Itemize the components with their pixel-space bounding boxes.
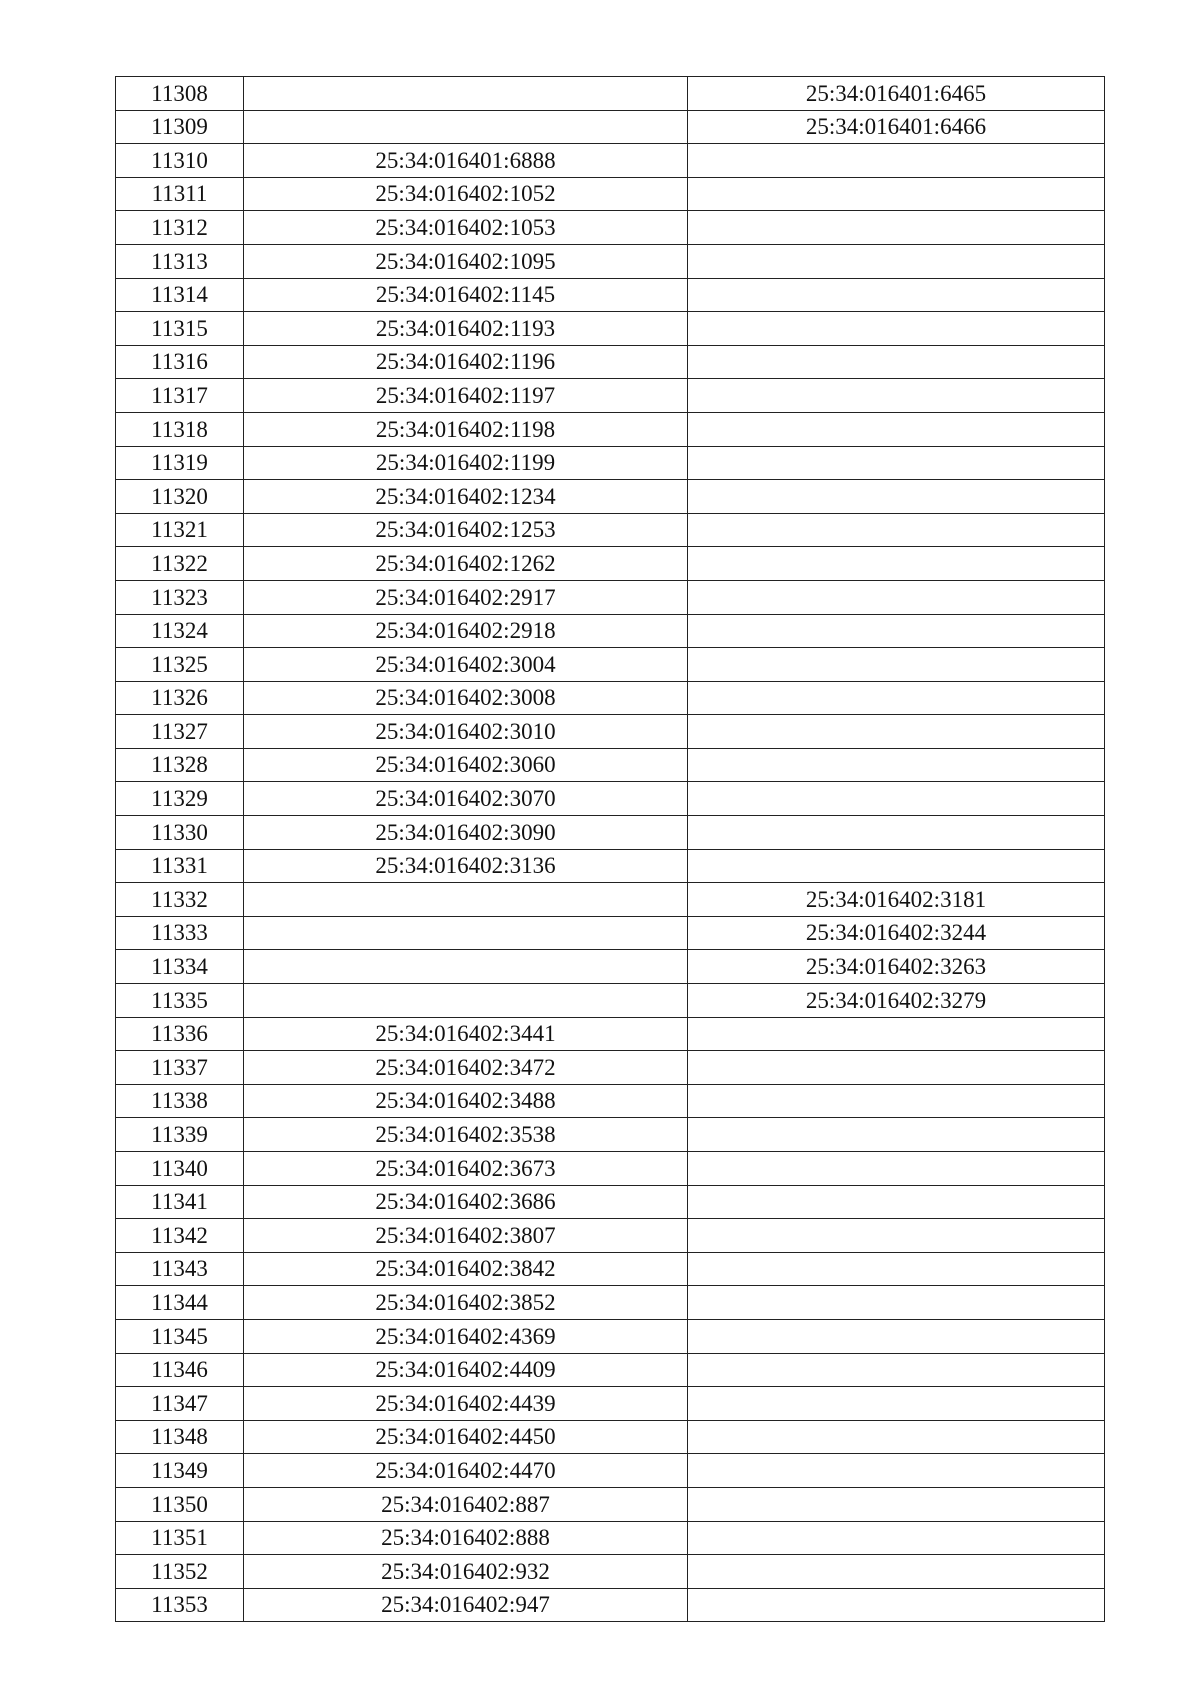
table-row xyxy=(116,244,1105,278)
cadastral-number-alt-cell xyxy=(688,379,1105,413)
cadastral-number-alt-cell xyxy=(688,1487,1105,1521)
cadastral-number-cell: 25:34:016402:3807 xyxy=(244,1219,688,1253)
row-number-cell: 11342 xyxy=(116,1219,244,1253)
row-number-cell: 11347 xyxy=(116,1387,244,1421)
table-row xyxy=(116,614,1105,648)
cadastral-number-cell: 25:34:016402:3136 xyxy=(244,849,688,883)
row-number-cell: 11330 xyxy=(116,816,244,850)
row-number-cell: 11315 xyxy=(116,312,244,346)
cadastral-number-alt-cell xyxy=(688,748,1105,782)
cadastral-number-cell: 25:34:016402:888 xyxy=(244,1521,688,1555)
row-number-cell: 11333 xyxy=(116,916,244,950)
table-row xyxy=(116,648,1105,682)
table-row xyxy=(116,1252,1105,1286)
row-number-cell: 11335 xyxy=(116,984,244,1018)
cadastral-number-cell xyxy=(244,916,688,950)
cadastral-number-cell: 25:34:016402:1198 xyxy=(244,412,688,446)
table-row xyxy=(116,480,1105,514)
cadastral-number-cell: 25:34:016402:3852 xyxy=(244,1286,688,1320)
table-row xyxy=(116,1588,1105,1622)
cadastral-number-cell: 25:34:016402:3060 xyxy=(244,748,688,782)
row-number-cell: 11323 xyxy=(116,580,244,614)
row-number-cell: 11311 xyxy=(116,177,244,211)
table-row xyxy=(116,211,1105,245)
cadastral-number-cell xyxy=(244,110,688,144)
table-row xyxy=(116,177,1105,211)
cadastral-number-cell: 25:34:016402:1253 xyxy=(244,513,688,547)
row-number-cell: 11317 xyxy=(116,379,244,413)
row-number-cell: 11314 xyxy=(116,278,244,312)
cadastral-number-cell: 25:34:016402:3538 xyxy=(244,1118,688,1152)
row-number-cell: 11339 xyxy=(116,1118,244,1152)
cadastral-number-cell: 25:34:016402:4409 xyxy=(244,1353,688,1387)
table-row xyxy=(116,748,1105,782)
cadastral-number-cell: 25:34:016402:1196 xyxy=(244,345,688,379)
row-number-cell: 11328 xyxy=(116,748,244,782)
cadastral-number-cell: 25:34:016402:3070 xyxy=(244,782,688,816)
table-row xyxy=(116,849,1105,883)
cadastral-number-cell: 25:34:016402:1052 xyxy=(244,177,688,211)
cadastral-number-alt-cell xyxy=(688,1185,1105,1219)
cadastral-number-cell: 25:34:016402:887 xyxy=(244,1487,688,1521)
table-row xyxy=(116,681,1105,715)
cadastral-number-alt-cell xyxy=(688,1420,1105,1454)
cadastral-number-cell: 25:34:016402:932 xyxy=(244,1555,688,1589)
table-row xyxy=(116,144,1105,178)
table-row xyxy=(116,816,1105,850)
cadastral-number-alt-cell xyxy=(688,681,1105,715)
cadastral-number-cell: 25:34:016402:3472 xyxy=(244,1051,688,1085)
table-row xyxy=(116,782,1105,816)
row-number-cell: 11344 xyxy=(116,1286,244,1320)
row-number-cell: 11309 xyxy=(116,110,244,144)
cadastral-number-alt-cell xyxy=(688,446,1105,480)
cadastral-number-cell: 25:34:016401:6888 xyxy=(244,144,688,178)
cadastral-number-cell: 25:34:016402:3686 xyxy=(244,1185,688,1219)
table-row xyxy=(116,513,1105,547)
table-row xyxy=(116,1454,1105,1488)
table-row xyxy=(116,1152,1105,1186)
table-row xyxy=(116,1185,1105,1219)
table-row xyxy=(116,446,1105,480)
cadastral-number-alt-cell xyxy=(688,1319,1105,1353)
cadastral-number-alt-cell xyxy=(688,1017,1105,1051)
cadastral-number-alt-cell xyxy=(688,547,1105,581)
cadastral-number-cell: 25:34:016402:3441 xyxy=(244,1017,688,1051)
cadastral-number-cell: 25:34:016402:3488 xyxy=(244,1084,688,1118)
cadastral-number-alt-cell xyxy=(688,782,1105,816)
cadastral-number-cell: 25:34:016402:1145 xyxy=(244,278,688,312)
table-row xyxy=(116,916,1105,950)
table-body xyxy=(116,77,1105,1622)
table-row xyxy=(116,379,1105,413)
row-number-cell: 11320 xyxy=(116,480,244,514)
cadastral-number-alt-cell xyxy=(688,211,1105,245)
table-row xyxy=(116,950,1105,984)
row-number-cell: 11325 xyxy=(116,648,244,682)
row-number-cell: 11349 xyxy=(116,1454,244,1488)
row-number-cell: 11345 xyxy=(116,1319,244,1353)
cadastral-number-alt-cell xyxy=(688,345,1105,379)
row-number-cell: 11350 xyxy=(116,1487,244,1521)
cadastral-number-alt-cell xyxy=(688,1387,1105,1421)
row-number-cell: 11321 xyxy=(116,513,244,547)
cadastral-number-alt-cell xyxy=(688,1152,1105,1186)
cadastral-number-cell: 25:34:016402:1234 xyxy=(244,480,688,514)
cadastral-number-cell: 25:34:016402:3004 xyxy=(244,648,688,682)
cadastral-number-alt-cell: 25:34:016401:6466 xyxy=(688,110,1105,144)
row-number-cell: 11353 xyxy=(116,1588,244,1622)
cadastral-number-alt-cell xyxy=(688,648,1105,682)
row-number-cell: 11319 xyxy=(116,446,244,480)
cadastral-number-cell xyxy=(244,984,688,1018)
cadastral-number-cell: 25:34:016402:4369 xyxy=(244,1319,688,1353)
row-number-cell: 11351 xyxy=(116,1521,244,1555)
cadastral-number-alt-cell xyxy=(688,177,1105,211)
cadastral-number-alt-cell xyxy=(688,816,1105,850)
row-number-cell: 11331 xyxy=(116,849,244,883)
table-row xyxy=(116,1118,1105,1152)
table-row xyxy=(116,984,1105,1018)
row-number-cell: 11336 xyxy=(116,1017,244,1051)
table-row xyxy=(116,1555,1105,1589)
row-number-cell: 11337 xyxy=(116,1051,244,1085)
table-row xyxy=(116,1219,1105,1253)
cadastral-number-cell xyxy=(244,883,688,917)
cadastral-number-cell xyxy=(244,950,688,984)
row-number-cell: 11316 xyxy=(116,345,244,379)
cadastral-number-cell: 25:34:016402:1193 xyxy=(244,312,688,346)
table-row xyxy=(116,1017,1105,1051)
cadastral-number-cell: 25:34:016402:947 xyxy=(244,1588,688,1622)
row-number-cell: 11324 xyxy=(116,614,244,648)
row-number-cell: 11346 xyxy=(116,1353,244,1387)
row-number-cell: 11334 xyxy=(116,950,244,984)
cadastral-number-alt-cell xyxy=(688,1084,1105,1118)
table-row xyxy=(116,1084,1105,1118)
row-number-cell: 11313 xyxy=(116,244,244,278)
cadastral-number-alt-cell xyxy=(688,1521,1105,1555)
cadastral-number-alt-cell xyxy=(688,1353,1105,1387)
table-row xyxy=(116,1521,1105,1555)
table-row xyxy=(116,1387,1105,1421)
cadastral-number-alt-cell: 25:34:016402:3263 xyxy=(688,950,1105,984)
cadastral-number-alt-cell xyxy=(688,244,1105,278)
table-row xyxy=(116,547,1105,581)
cadastral-number-cell: 25:34:016402:1262 xyxy=(244,547,688,581)
cadastral-number-alt-cell xyxy=(688,278,1105,312)
row-number-cell: 11318 xyxy=(116,412,244,446)
row-number-cell: 11326 xyxy=(116,681,244,715)
row-number-cell: 11340 xyxy=(116,1152,244,1186)
cadastral-number-cell: 25:34:016402:2917 xyxy=(244,580,688,614)
cadastral-number-alt-cell xyxy=(688,849,1105,883)
cadastral-number-cell: 25:34:016402:3090 xyxy=(244,816,688,850)
table-row xyxy=(116,580,1105,614)
cadastral-number-alt-cell xyxy=(688,1051,1105,1085)
cadastral-number-alt-cell xyxy=(688,513,1105,547)
cadastral-number-alt-cell xyxy=(688,1219,1105,1253)
cadastral-number-cell xyxy=(244,77,688,111)
table-row xyxy=(116,1051,1105,1085)
table-row xyxy=(116,312,1105,346)
table-row xyxy=(116,1286,1105,1320)
cadastral-number-alt-cell: 25:34:016402:3279 xyxy=(688,984,1105,1018)
table-row xyxy=(116,110,1105,144)
cadastral-number-alt-cell xyxy=(688,1118,1105,1152)
table-row xyxy=(116,278,1105,312)
cadastral-number-alt-cell xyxy=(688,412,1105,446)
row-number-cell: 11352 xyxy=(116,1555,244,1589)
cadastral-number-cell: 25:34:016402:1095 xyxy=(244,244,688,278)
row-number-cell: 11341 xyxy=(116,1185,244,1219)
cadastral-number-alt-cell xyxy=(688,1286,1105,1320)
cadastral-number-alt-cell xyxy=(688,614,1105,648)
row-number-cell: 11327 xyxy=(116,715,244,749)
cadastral-number-alt-cell xyxy=(688,144,1105,178)
cadastral-number-cell: 25:34:016402:3673 xyxy=(244,1152,688,1186)
cadastral-number-alt-cell xyxy=(688,1555,1105,1589)
cadastral-number-cell: 25:34:016402:1053 xyxy=(244,211,688,245)
cadastral-number-alt-cell: 25:34:016401:6465 xyxy=(688,77,1105,111)
cadastral-number-alt-cell: 25:34:016402:3244 xyxy=(688,916,1105,950)
row-number-cell: 11348 xyxy=(116,1420,244,1454)
cadastral-number-alt-cell xyxy=(688,715,1105,749)
table-row xyxy=(116,1487,1105,1521)
table-row xyxy=(116,715,1105,749)
table-row xyxy=(116,412,1105,446)
table-row xyxy=(116,345,1105,379)
cadastral-number-alt-cell xyxy=(688,1252,1105,1286)
cadastral-number-alt-cell xyxy=(688,580,1105,614)
cadastral-number-alt-cell: 25:34:016402:3181 xyxy=(688,883,1105,917)
cadastral-number-alt-cell xyxy=(688,1588,1105,1622)
table-row xyxy=(116,1353,1105,1387)
cadastral-number-cell: 25:34:016402:3008 xyxy=(244,681,688,715)
cadastral-number-cell: 25:34:016402:4439 xyxy=(244,1387,688,1421)
row-number-cell: 11308 xyxy=(116,77,244,111)
cadastral-number-alt-cell xyxy=(688,480,1105,514)
table-row xyxy=(116,77,1105,111)
cadastral-number-cell: 25:34:016402:1199 xyxy=(244,446,688,480)
row-number-cell: 11322 xyxy=(116,547,244,581)
cadastral-number-cell: 25:34:016402:3010 xyxy=(244,715,688,749)
row-number-cell: 11310 xyxy=(116,144,244,178)
table-row xyxy=(116,1319,1105,1353)
row-number-cell: 11343 xyxy=(116,1252,244,1286)
table-row xyxy=(116,1420,1105,1454)
cadastral-number-alt-cell xyxy=(688,1454,1105,1488)
cadastral-number-cell: 25:34:016402:4450 xyxy=(244,1420,688,1454)
cadastral-number-alt-cell xyxy=(688,312,1105,346)
row-number-cell: 11312 xyxy=(116,211,244,245)
cadastral-table xyxy=(115,76,1105,1622)
cadastral-number-cell: 25:34:016402:2918 xyxy=(244,614,688,648)
cadastral-number-cell: 25:34:016402:3842 xyxy=(244,1252,688,1286)
row-number-cell: 11332 xyxy=(116,883,244,917)
row-number-cell: 11338 xyxy=(116,1084,244,1118)
cadastral-number-cell: 25:34:016402:1197 xyxy=(244,379,688,413)
cadastral-number-cell: 25:34:016402:4470 xyxy=(244,1454,688,1488)
row-number-cell: 11329 xyxy=(116,782,244,816)
table-row xyxy=(116,883,1105,917)
